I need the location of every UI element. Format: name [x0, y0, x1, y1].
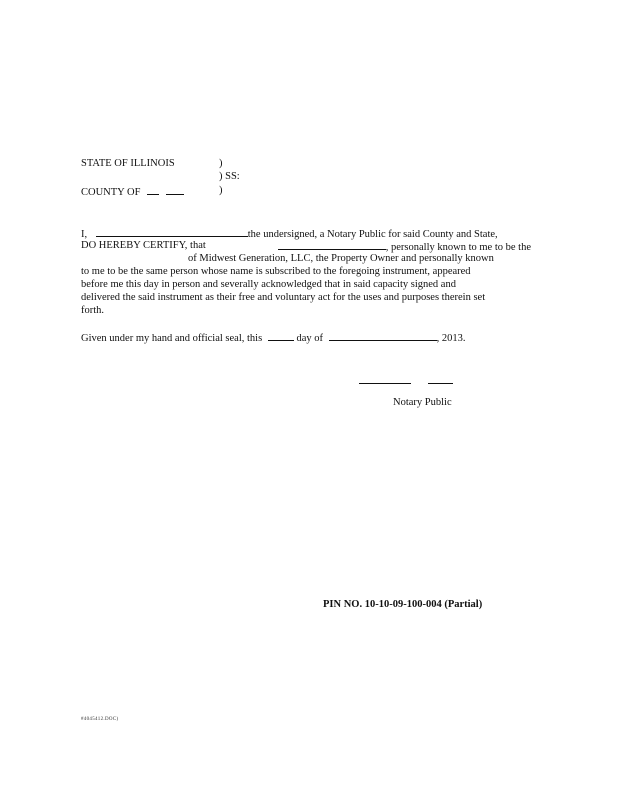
notary-name-blank [96, 226, 248, 237]
certificate-line-5: before me this day in person and severally acknowledged that in said capacity signed and [81, 279, 456, 290]
certificate-line-6: delivered the said instrument as their free and voluntary act for the uses and purposes therein set [81, 292, 486, 303]
person-name-blank [278, 239, 386, 250]
footer-doc-code: #4045412.DOC) [81, 717, 119, 722]
signature-line-1 [359, 383, 411, 384]
certify-phrase: DO HEREBY CERTIFY, that [81, 240, 206, 251]
venue-bracket-3: ) [219, 185, 223, 196]
certificate-line-7: forth. [81, 305, 105, 316]
given-year: , 2013. [436, 333, 466, 344]
certificate-line-3: of Midwest Generation, LLC, the Property Owner and personally known [188, 253, 494, 264]
county-label: COUNTY OF [81, 187, 141, 198]
known-text: , personally known to me to be the [385, 242, 531, 253]
certificate-line-4: to me to be the same person whose name is subscribed to the foregoing instrument, appeared [81, 266, 471, 277]
intro-prefix: I, [81, 229, 88, 240]
venue-bracket-ss: ) SS: [219, 171, 240, 182]
given-day-of: day of [296, 333, 323, 344]
county-blank-1 [147, 184, 159, 195]
intro-rest: the undersigned, a Notary Public for said County and State, [247, 229, 498, 240]
month-blank [329, 330, 437, 341]
pin-number: PIN NO. 10-10-09-100-004 (Partial) [323, 599, 483, 610]
given-prefix: Given under my hand and official seal, this [81, 333, 263, 344]
venue-bracket-1: ) [219, 158, 223, 169]
state-label: STATE OF ILLINOIS [81, 158, 175, 169]
signature-line-2 [428, 383, 453, 384]
county-blank-2 [166, 184, 184, 195]
notary-title: Notary Public [393, 397, 452, 408]
county-line [81, 184, 184, 199]
day-blank [268, 330, 294, 341]
given-line [81, 330, 465, 345]
